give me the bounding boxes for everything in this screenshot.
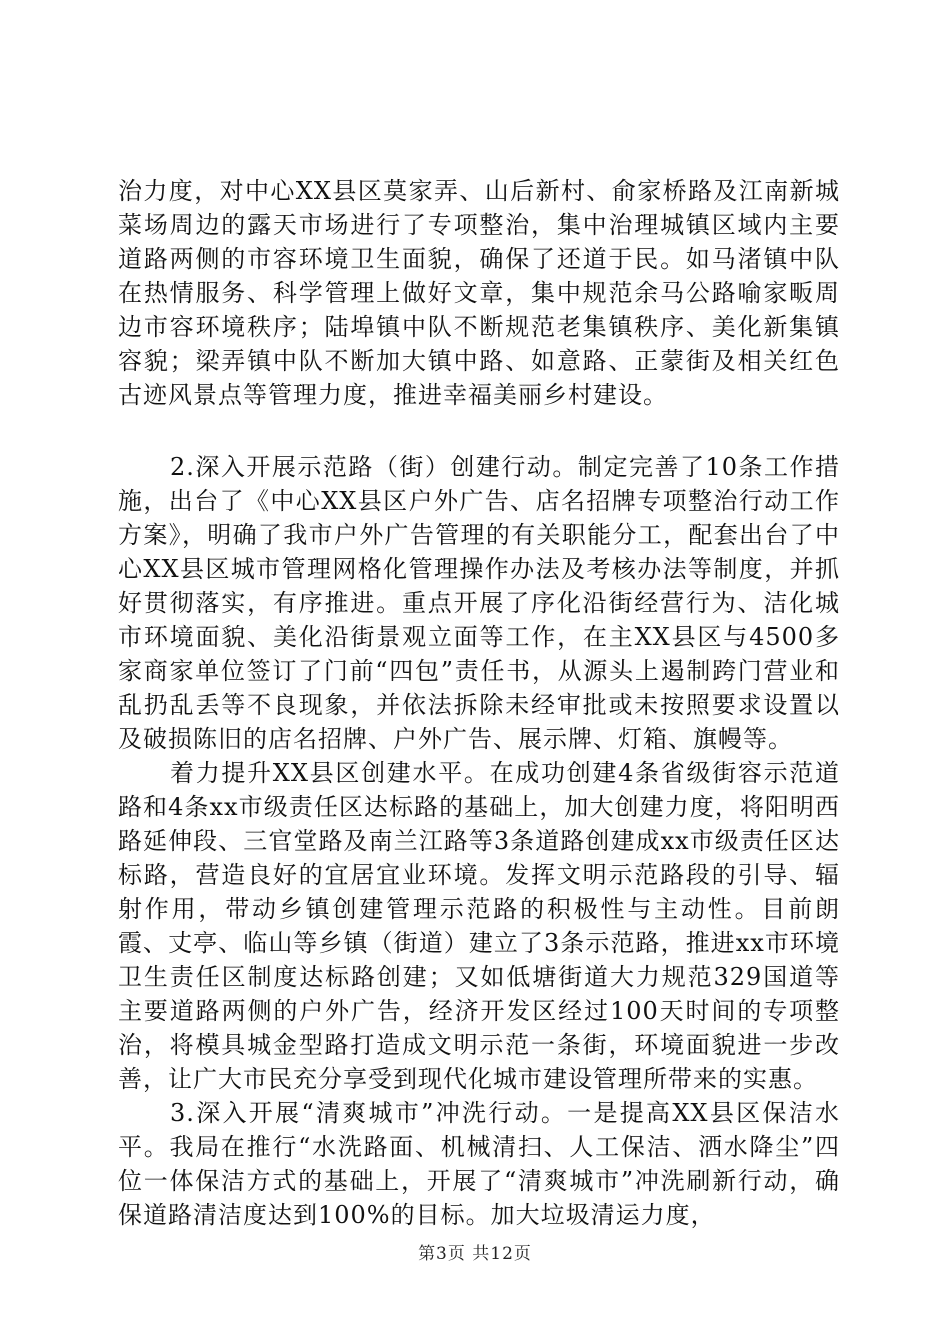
paragraph-xx-county-creation: 着力提升XX县区创建水平。在成功创建4条省级街容示范道路和4条xx市级责任区达标路的基础上，加大创建力度，将阳明西路延伸段、三官堂路及南兰江路等3条道路创建成xx市级责任区达标路，营造良好的宜居宜业环境。发挥文明示范路段的引导、辐射作用，带动乡镇创建管理示范路的积极性与主动性。目前朗霞、丈亭、临山等乡镇（街道）建立了3条示范路，推进xx市环境卫生责任区制度达标路创建；又如低塘街道大力规范329国道等主要道路两侧的户外广告，经济开发区经过100天时间的专项整治，将模具城金型路打造成文明示范一条街，环境面貌进一步改善，让广大市民充分享受到现代化城市建设管理所带来的实惠。: [118, 759, 840, 1093]
paragraph-section-3: 3.深入开展“清爽城市”冲洗行动。一是提高XX县区保洁水平。我局在推行“水洗路面、机械清扫、人工保洁、洒水降尘”四位一体保洁方式的基础上，开展了“清爽城市”冲洗刷新行动，确保道路清洁度达到100%的目标。加大垃圾清运力度，: [118, 1099, 840, 1229]
page-footer: 第3页 共12页: [418, 1244, 532, 1264]
document-body: [118, 174, 840, 1232]
paragraph-continuation: 治力度，对中心XX县区莫家弄、山后新村、俞家桥路及江南新城菜场周边的露天市场进行了专项整治，集中治理城镇区域内主要道路两侧的市容环境卫生面貌，确保了还道于民。如马渚镇中队在热情服务、科学管理上做好文章，集中规范余马公路喻家畈周边市容环境秩序；陆埠镇中队不断规范老集镇秩序、美化新集镇容貌；梁弄镇中队不断加大镇中路、如意路、正蒙街及相关红色古迹风景点等管理力度，推进幸福美丽乡村建设。: [118, 177, 840, 409]
paragraph-section-2: 2.深入开展示范路（街）创建行动。制定完善了10条工作措施，出台了《中心XX县区户外广告、店名招牌专项整治行动工作方案》，明确了我市户外广告管理的有关职能分工，配套出台了中心XX县区城市管理网格化管理操作办法及考核办法等制度，并抓好贯彻落实，有序推进。重点开展了序化沿街经营行为、洁化城市环境面貌、美化沿街景观立面等工作，在主XX县区与4500多家商家单位签订了门前“四包”责任书，从源头上遏制跨门营业和乱扔乱丢等不良现象，并依法拆除未经审批或未按照要求设置以及破损陈旧的店名招牌、户外广告、展示牌、灯箱、旗幔等。: [118, 453, 840, 753]
